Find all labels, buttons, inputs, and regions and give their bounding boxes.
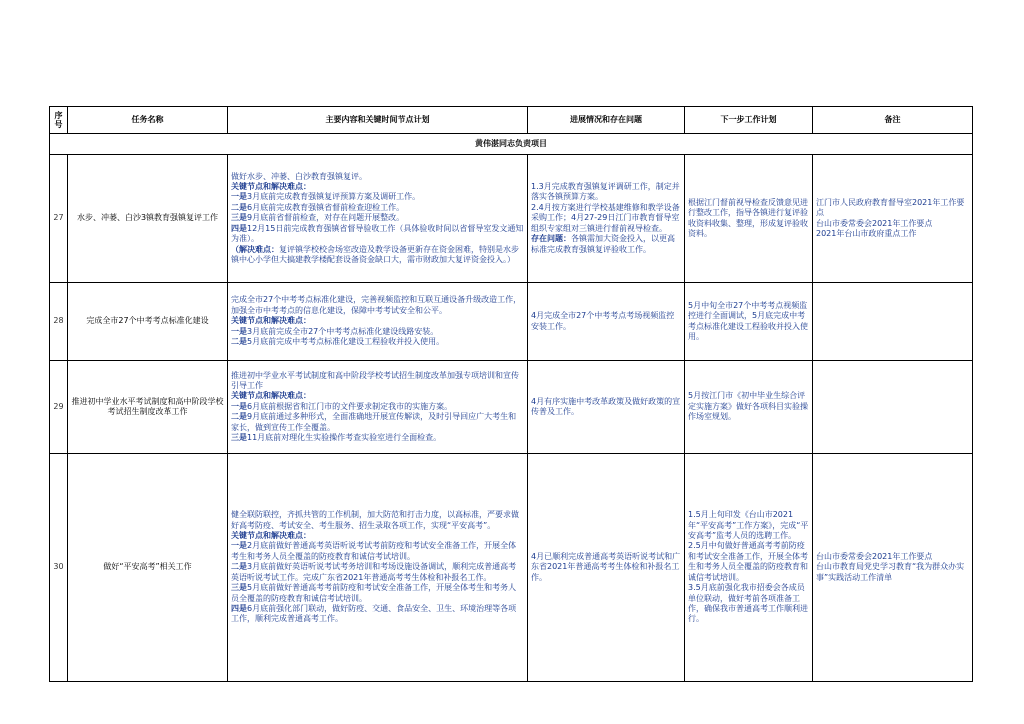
row-next-plan bbox=[685, 283, 813, 361]
row-remarks bbox=[813, 283, 973, 361]
plan-keyword: 三是 bbox=[231, 213, 247, 223]
row-task-name: 完成全市27个中考考点标准化建设 bbox=[68, 283, 228, 361]
header-progress: 进展情况和存在问题 bbox=[528, 107, 685, 134]
plan-line: 关键节点和解决难点： bbox=[231, 391, 311, 401]
plan-keyword: 一是 bbox=[231, 541, 247, 551]
plan-line: 推进初中学业水平考试制度和高中阶段学校考试招生制度改革加强专项培训和宣传引导工作 bbox=[231, 370, 519, 390]
plan-line: 四是6月底前强化部门联动，做好防疫、交通、食品安全、卫生、环境治理等各项工作，顺利完成普通高考工作。 bbox=[231, 603, 517, 624]
row-plan bbox=[228, 283, 528, 361]
plan-line: 关键节点和解决难点： bbox=[231, 182, 311, 192]
remark-line: 台山市委常委会2021年工作要点 bbox=[816, 551, 933, 561]
plan-keyword: 一是 bbox=[231, 192, 247, 202]
row-index: 30 bbox=[50, 454, 68, 682]
plan-line: 做好水步、冲蒌、白沙教育强镇复评。 bbox=[231, 171, 367, 181]
header-remarks: 备注 bbox=[813, 107, 973, 134]
remark-line: 台山市教育局党史学习教育“我为群众办实事”实践活动工作清单 bbox=[816, 562, 965, 582]
plan-keyword: （解决难点： bbox=[231, 244, 279, 254]
row-progress bbox=[528, 454, 685, 682]
progress-line: 1.3月完成教育强镇复评调研工作，制定并落实各镇预算方案。 bbox=[531, 182, 680, 202]
plan-line: 完成全市27个中考考点标准化建设，完善视频监控和互联互通设备升级改造工作，加强全市中考考点的信息化建设，保障中考考试安全和公平。 bbox=[231, 295, 522, 315]
plan-line: 一是2月底前做好普通高考英语听说考试考前防疫和考试安全准备工作，开展全体考生和考务人员全覆盖的防疫教育和诚信考试培训。 bbox=[231, 541, 517, 561]
plan-keyword: 二是 bbox=[231, 337, 247, 347]
table-row bbox=[50, 283, 973, 361]
row-task-name: 推进初中学业水平考试制度和高中阶段学校考试招生制度改革工作 bbox=[68, 361, 228, 454]
next-plan-line: 5月按江门市《初中毕业生综合评定实施方案》做好各项科目实验操作场室规划。 bbox=[688, 391, 808, 422]
header-next-plan: 下一步工作计划 bbox=[685, 107, 813, 134]
row-plan bbox=[228, 454, 528, 682]
row-plan bbox=[228, 361, 528, 454]
header-task-name: 任务名称 bbox=[68, 107, 228, 134]
row-index: 29 bbox=[50, 361, 68, 454]
plan-line: 四是12月15日前完成教育强镇省督导验收工作（具体验收时间以省督导室发文通知为准）。 bbox=[231, 223, 524, 244]
table-row bbox=[50, 361, 973, 454]
remark-line: 江门市人民政府教育督导室2021年工作要点 bbox=[816, 197, 965, 218]
plan-keyword: 三是 bbox=[231, 583, 247, 593]
next-plan-line: 3.5月底前强化我市招委会各成员单位联动，做好考前各项准备工作，确保我市普通高考工作顺利进行。 bbox=[688, 583, 808, 624]
remark-line: 2021年台山市政府重点工作 bbox=[816, 228, 917, 238]
next-plan-line: 2.5月中旬做好普通高考考前防疫和考试安全准备工作，开展全体考生和考务人员全覆盖的防疫教育和诚信考试培训。 bbox=[688, 541, 808, 582]
plan-keyword: 四是 bbox=[231, 603, 247, 613]
row-remarks bbox=[813, 361, 973, 454]
progress-line: 存在问题：各镇需加大资金投入，以更高标准完成教育强镇复评验收工作。 bbox=[531, 234, 675, 254]
plan-line: 二是9月底前通过多种形式，全面准确地开展宣传解读，及时引导回应广大考生和家长，做到宣传工作全覆盖。 bbox=[231, 412, 517, 432]
row-index: 27 bbox=[50, 155, 68, 283]
plan-keyword: 一是 bbox=[231, 401, 247, 411]
next-plan-line: 1.5月上旬印发《台山市2021年“平安高考”工作方案》，完成“平安高考”监考人员的选聘工作。 bbox=[688, 510, 809, 541]
progress-line: 4月完成全市27个中考考点考场视频监控安装工作。 bbox=[531, 311, 675, 331]
row-next-plan bbox=[685, 155, 813, 283]
next-plan-line: 5月中旬全市27个中考考点视频监控进行全面调试，5月底完成中考考点标准化建设工程验收并投入使用。 bbox=[688, 300, 808, 341]
row-remarks bbox=[813, 155, 973, 283]
plan-keyword: 二是 bbox=[231, 412, 247, 422]
plan-line: 一是6月底前根据省和江门市的文件要求制定我市的实施方案。 bbox=[231, 401, 453, 411]
row-progress bbox=[528, 283, 685, 361]
plan-keyword: 四是 bbox=[231, 223, 247, 233]
progress-line: 4月已顺利完成普通高考英语听说考试和广东省2021年普通高考考生体检和补报名工作。 bbox=[531, 551, 681, 582]
row-progress bbox=[528, 361, 685, 454]
plan-keyword: 二是 bbox=[231, 562, 247, 572]
plan-line: （解决难点：复评镇学校校舍场室改造及教学设备更新存在资金困难，特别是水步镇中心小学但大搞建教学楼配套设备资金缺口大，需市财政加大复评资金投入。） bbox=[231, 244, 519, 264]
plan-line: 一是3月底前完成教育强镇复评预算方案及调研工作。 bbox=[231, 192, 421, 202]
header-index: 序号 bbox=[50, 107, 68, 134]
table-row bbox=[50, 454, 973, 682]
plan-line: 三是11月底前对理化生实验操作考查实验室进行全面检查。 bbox=[231, 433, 442, 443]
plan-line: 关键节点和解决难点： bbox=[231, 531, 311, 541]
row-index: 28 bbox=[50, 283, 68, 361]
plan-keyword: 三是 bbox=[231, 433, 247, 443]
plan-line: 健全联防联控，齐抓共管的工作机制，加大防范和打击力度，以高标准，严要求做好高考防疫、考试安全、考生服务、招生录取各项工作，实现“平安高考”。 bbox=[231, 510, 519, 530]
row-task-name: 做好“平安高考”相关工作 bbox=[68, 454, 228, 682]
section-title: 黄伟湛同志负责项目 bbox=[50, 134, 973, 155]
plan-line: 二是3月底前做好英语听说考试考务培训和考场设施设备调试，顺利完成普通高考英语听说考试工作。完成广东省2021年普通高考考生体检和补报名工作。 bbox=[231, 562, 517, 582]
plan-keyword: 一是 bbox=[231, 326, 247, 336]
remark-line: 台山市委常委会2021年工作要点 bbox=[816, 218, 933, 228]
plan-line: 二是5月底前完成中考考点标准化建设工程验收并投入使用。 bbox=[231, 337, 445, 347]
progress-keyword: 存在问题： bbox=[531, 234, 571, 244]
plan-line: 二是6月底前完成教育强镇省督前检查迎检工作。 bbox=[231, 202, 405, 212]
plan-line: 一是3月底前完成全市27个中考考点标准化建设线路安装。 bbox=[231, 326, 439, 336]
progress-line: 2.4月按方案进行学校基建维修和教学设备采购工作；4月27-29日江门市教育督导室组织专家组对三镇进行督前视导检查。 bbox=[531, 202, 680, 233]
plan-line: 三是9月底前省督前检查，对存在问题开展整改。 bbox=[231, 213, 405, 223]
header-plan: 主要内容和关键时间节点计划 bbox=[228, 107, 528, 134]
row-next-plan bbox=[685, 361, 813, 454]
plan-line: 关键节点和解决难点： bbox=[231, 316, 311, 326]
section-row bbox=[50, 134, 973, 155]
progress-line: 4月有序实施中考改革政策及做好政策的宣传普及工作。 bbox=[531, 396, 681, 416]
row-task-name: 水步、冲蒌、白沙3镇教育强镇复评工作 bbox=[68, 155, 228, 283]
row-progress bbox=[528, 155, 685, 283]
row-remarks bbox=[813, 454, 973, 682]
next-plan-line: 根据江门督前视导检查反馈意见进行整改工作，指导各镇进行复评验收资料收集、整理，形成复评验收资料。 bbox=[688, 197, 808, 238]
plan-line: 三是5月底前做好普通高考考前防疫和考试安全准备工作，开展全体考生和考务人员全覆盖的防疫教育和诚信考试培训。 bbox=[231, 583, 517, 603]
row-plan bbox=[228, 155, 528, 283]
header-row bbox=[50, 107, 973, 134]
task-table bbox=[49, 106, 973, 682]
plan-keyword: 二是 bbox=[231, 202, 247, 212]
row-next-plan bbox=[685, 454, 813, 682]
table-row bbox=[50, 155, 973, 283]
